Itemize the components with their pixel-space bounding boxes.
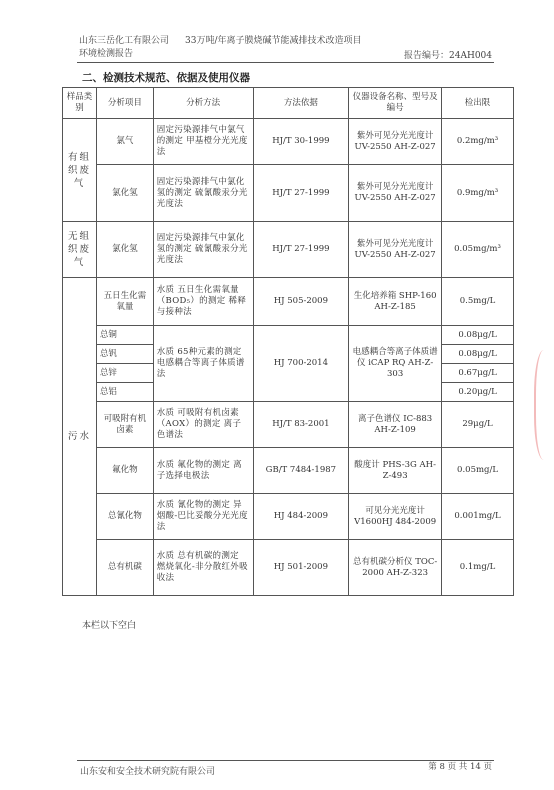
header-cell: 检出限	[442, 88, 514, 119]
footer-institute: 山东安和安全技术研究院有限公司	[80, 767, 216, 777]
header-divider	[77, 62, 494, 63]
table-row	[63, 540, 514, 596]
analysis-method: 水质 氟化物的测定 离子选择电极法	[153, 448, 253, 494]
analysis-item: 可吸附有机卤素	[96, 402, 153, 448]
analysis-method: 水质 总有机碳的测定 燃烧氧化-非分散红外吸收法	[153, 540, 253, 596]
method-basis: HJ 501-2009	[253, 540, 349, 596]
method-basis: GB/T 7484-1987	[253, 448, 349, 494]
detection-limit: 0.05mg/L	[442, 448, 514, 494]
page-number: 第 8 页 共 14 页	[428, 762, 492, 772]
method-basis: HJ/T 30-1999	[253, 119, 349, 165]
analysis-method: 固定污染源排气中氯化氢的测定 硫氰酸汞分光光度法	[153, 222, 253, 278]
instrument: 生化培养箱 SHP-160 AH-Z-185	[349, 278, 442, 326]
report-type: 环境检测报告	[79, 49, 134, 59]
method-basis: HJ 700-2014	[253, 326, 349, 402]
analysis-item: 总氰化物	[96, 494, 153, 540]
table-row	[63, 165, 514, 222]
analysis-method: 水质 可吸附有机卤素（AOX）的测定 离子色谱法	[153, 402, 253, 448]
detection-limit: 29μg/L	[442, 402, 514, 448]
report-number: 报告编号：24AH004	[404, 51, 492, 61]
header-cell: 仪器设备名称、型号及编号	[349, 88, 442, 119]
instrument: 酸度计 PHS-3G AH-Z-493	[349, 448, 442, 494]
analysis-method: 水质 氰化物的测定 异烟酸-巴比妥酸分光光度法	[153, 494, 253, 540]
header-cell: 样品类别	[63, 88, 97, 119]
analysis-item: 氯化氢	[96, 165, 153, 222]
analysis-method: 固定污染源排气中氯气的测定 甲基橙分光光度法	[153, 119, 253, 165]
instrument: 紫外可见分光光度计 UV-2550 AH-Z-027	[349, 165, 442, 222]
detection-limit: 0.08μg/L	[442, 345, 514, 364]
analysis-item: 总钒	[96, 345, 153, 364]
detection-limit: 0.08μg/L	[442, 326, 514, 345]
method-basis: HJ 484-2009	[253, 494, 349, 540]
detection-limit: 0.20μg/L	[442, 383, 514, 402]
project-name: 33万吨/年离子膜烧碱节能减排技术改造项目	[185, 36, 362, 46]
table-row	[63, 402, 514, 448]
instrument: 电感耦合等离子体质谱仪 iCAP RQ AH-Z-303	[349, 326, 442, 402]
table-row	[63, 448, 514, 494]
analysis-item: 氟化物	[96, 448, 153, 494]
analysis-method: 固定污染源排气中氯化氢的测定 硫氰酸汞分光光度法	[153, 165, 253, 222]
blank-below-note: 本栏以下空白	[82, 621, 137, 631]
method-basis: HJ 505-2009	[253, 278, 349, 326]
detection-spec-table	[62, 87, 514, 596]
instrument: 紫外可见分光光度计 UV-2550 AH-Z-027	[349, 222, 442, 278]
document-header	[79, 35, 362, 61]
method-basis: HJ/T 27-1999	[253, 222, 349, 278]
instrument: 可见分光光度计 V1600HJ 484-2009	[349, 494, 442, 540]
detection-limit: 0.5mg/L	[442, 278, 514, 326]
analysis-item: 五日生化需氧量	[96, 278, 153, 326]
analysis-item: 总铜	[96, 326, 153, 345]
method-basis: HJ/T 27-1999	[253, 165, 349, 222]
table-row	[63, 494, 514, 540]
header-cell: 分析项目	[96, 88, 153, 119]
method-basis: HJ/T 83-2001	[253, 402, 349, 448]
detection-limit: 0.1mg/L	[442, 540, 514, 596]
table-header-row	[63, 88, 514, 119]
analysis-item: 总有机碳	[96, 540, 153, 596]
analysis-method: 水质 65种元素的测定 电感耦合等离子体质谱法	[153, 326, 253, 402]
seal-stamp	[534, 350, 554, 460]
sample-category: 无组织废气	[63, 222, 97, 278]
header-cell: 分析方法	[153, 88, 253, 119]
analysis-item: 氯气	[96, 119, 153, 165]
analysis-item: 总锌	[96, 364, 153, 383]
table-row	[63, 278, 514, 326]
detection-limit: 0.67μg/L	[442, 364, 514, 383]
detection-limit: 0.05mg/m³	[442, 222, 514, 278]
table-row	[63, 222, 514, 278]
instrument: 总有机碳分析仪 TOC-2000 AH-Z-323	[349, 540, 442, 596]
table-row	[63, 326, 514, 345]
analysis-method: 水质 五日生化需氧量（BOD₅）的测定 稀释与接种法	[153, 278, 253, 326]
table-row	[63, 119, 514, 165]
sample-category: 有组织废气	[63, 119, 97, 222]
analysis-item: 氯化氢	[96, 222, 153, 278]
company-name: 山东三岳化工有限公司	[79, 36, 170, 46]
section-title: 二、检测技术规范、依据及使用仪器	[82, 72, 250, 84]
analysis-item: 总铝	[96, 383, 153, 402]
instrument: 离子色谱仪 IC-883 AH-Z-109	[349, 402, 442, 448]
header-cell: 方法依据	[253, 88, 349, 119]
detection-limit: 0.2mg/m³	[442, 119, 514, 165]
instrument: 紫外可见分光光度计 UV-2550 AH-Z-027	[349, 119, 442, 165]
sample-category: 污水	[63, 278, 97, 596]
detection-limit: 0.001mg/L	[442, 494, 514, 540]
detection-limit: 0.9mg/m³	[442, 165, 514, 222]
